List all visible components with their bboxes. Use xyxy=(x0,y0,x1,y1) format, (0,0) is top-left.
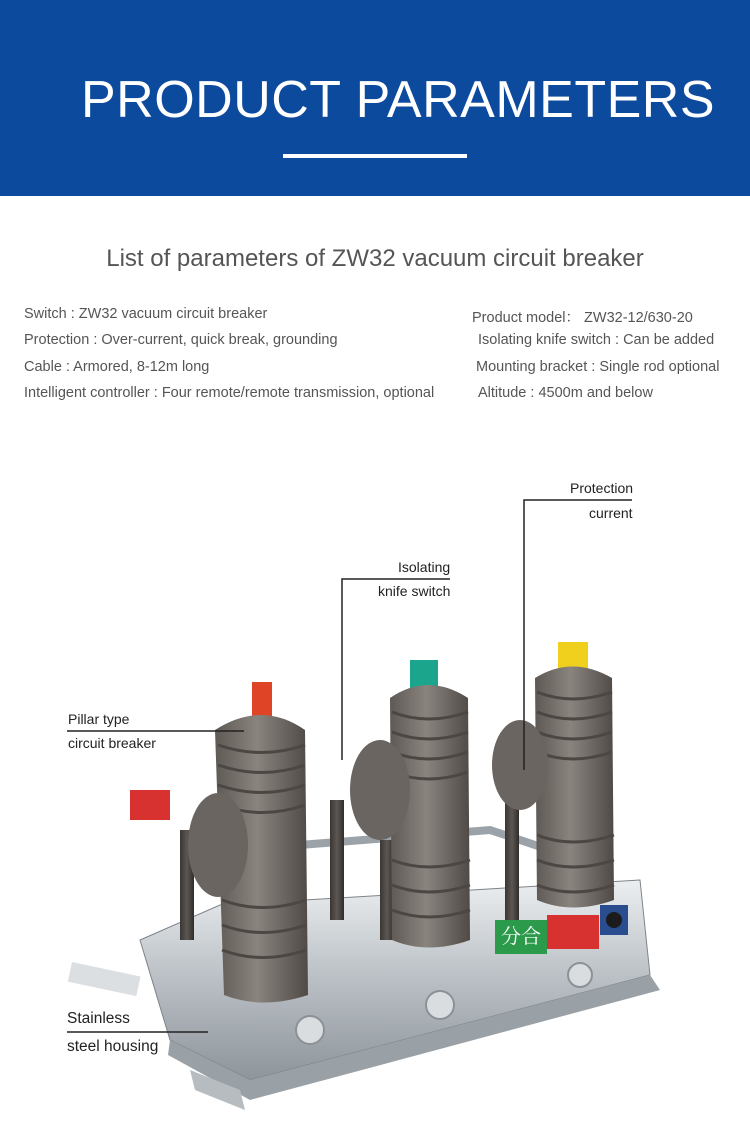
param-protection: Protection : Over-current, quick break, grounding xyxy=(24,332,338,348)
header-banner xyxy=(0,0,750,196)
param-bracket: Mounting bracket : Single rod optional xyxy=(476,359,720,375)
callout-isolating-2: knife switch xyxy=(378,583,451,599)
param-knife-switch: Isolating knife switch : Can be added xyxy=(478,332,715,348)
callout-pillar-1: Pillar type xyxy=(68,711,130,727)
callout-isolating-1: Isolating xyxy=(398,559,451,575)
param-switch: Switch : ZW32 vacuum circuit breaker xyxy=(24,306,268,322)
title-underline xyxy=(283,154,467,158)
callout-protection-1: Protection xyxy=(570,480,634,496)
section-subtitle: List of parameters of ZW32 vacuum circuit breaker xyxy=(106,245,644,272)
param-model: Product model： ZW32-12/630-20 xyxy=(472,310,693,326)
page-title: PRODUCT PARAMETERS xyxy=(80,71,716,129)
callout-pillar-2: circuit breaker xyxy=(68,735,156,751)
svg-text:分合: 分合 xyxy=(501,924,541,948)
callout-stainless-2: steel housing xyxy=(67,1038,159,1055)
param-altitude: Altitude : 4500m and below xyxy=(478,385,653,401)
callout-stainless-1: Stainless xyxy=(67,1010,130,1027)
param-controller: Intelligent controller : Four remote/remote transmission, optional xyxy=(24,385,435,401)
callout-protection-2: current xyxy=(589,505,633,521)
param-cable: Cable : Armored, 8-12m long xyxy=(24,359,210,375)
